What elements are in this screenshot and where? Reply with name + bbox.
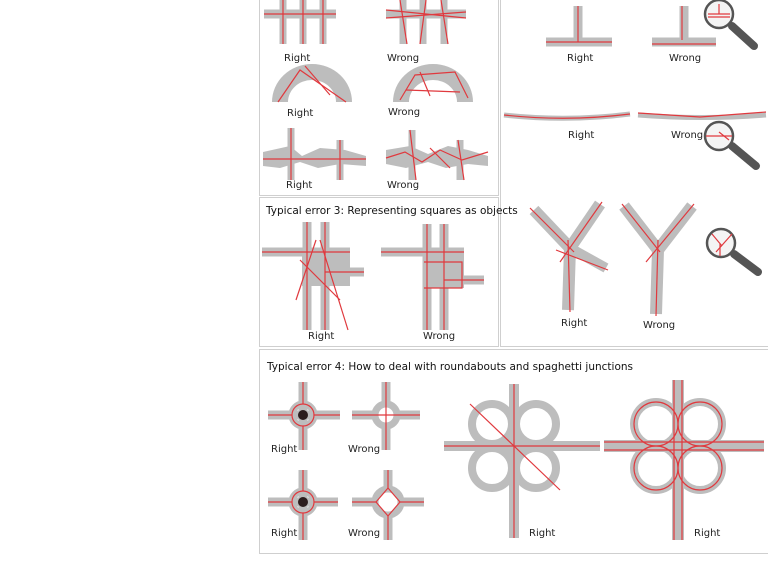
square-right-figure [262, 222, 364, 330]
label-round-b-wrong: Wrong [348, 528, 381, 539]
label-square-right: Right [308, 331, 335, 342]
cloverleaf-c-right-figure [444, 384, 600, 538]
roundabout-a-right-figure [268, 382, 340, 450]
magnifier-icon [707, 229, 758, 272]
label-square-wrong: Wrong [423, 331, 456, 342]
grid-right-figure [264, 0, 336, 44]
straight-wrong-figure [638, 112, 766, 118]
label-wide-wrong: Wrong [387, 180, 420, 191]
error4-title: Typical error 4: How to deal with roundabouts and spaghetti junctions [267, 361, 634, 373]
arch-right-figure [272, 64, 352, 102]
t-junction-right-figure [546, 6, 612, 42]
roundabout-a-wrong-figure [352, 382, 420, 450]
label-y-right: Right [561, 318, 588, 329]
square-wrong-figure [381, 224, 484, 330]
y-junction-wrong-figure [622, 204, 694, 316]
label-grid-right: Right [284, 53, 311, 64]
label-arch-wrong: Wrong [388, 107, 421, 118]
straight-right-figure [504, 114, 630, 118]
magnifier-icon [705, 122, 756, 166]
label-wide-right: Right [286, 180, 313, 191]
label-clover-c-right: Right [529, 528, 556, 539]
wide-road-wrong-figure [386, 130, 488, 180]
label-clover-d-right: Right [694, 528, 721, 539]
label-y-wrong: Wrong [643, 320, 676, 331]
label-round-a-right: Right [271, 444, 298, 455]
error3-title: Typical error 3: Representing squares as objects [266, 205, 518, 217]
label-round-a-wrong: Wrong [348, 444, 381, 455]
label-arch-right: Right [287, 108, 314, 119]
cloverleaf-d-right-figure [604, 380, 764, 540]
arch-wrong-figure [393, 64, 473, 102]
label-straight-right: Right [568, 130, 595, 141]
label-grid-wrong: Wrong [387, 53, 420, 64]
wide-road-right-figure [263, 128, 366, 180]
label-round-b-right: Right [271, 528, 298, 539]
label-t-right: Right [567, 53, 594, 64]
label-t-wrong: Wrong [669, 53, 702, 64]
y-junction-right-figure [530, 202, 608, 312]
grid-wrong-figure [386, 0, 466, 44]
label-straight-wrong: Wrong [671, 130, 704, 141]
